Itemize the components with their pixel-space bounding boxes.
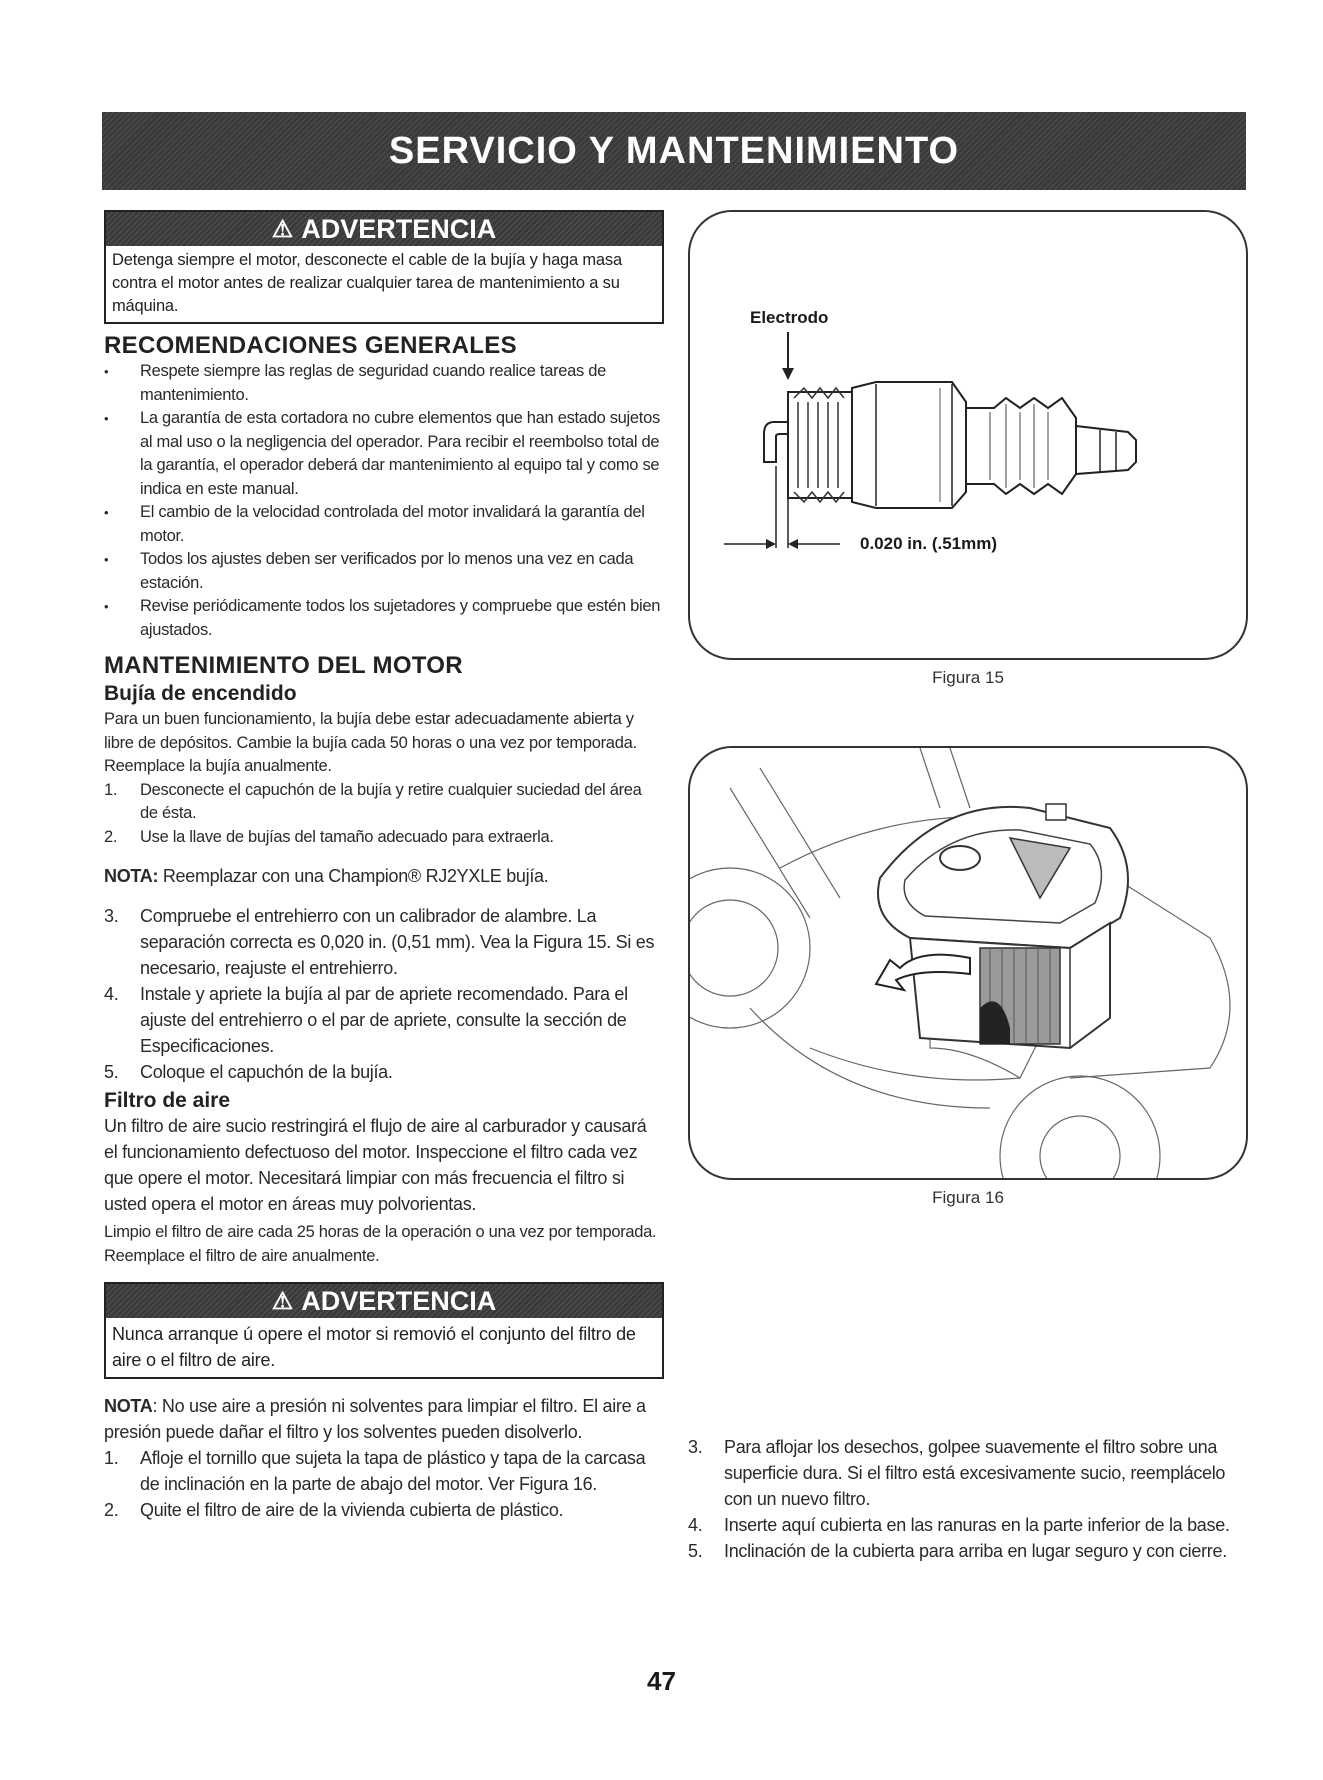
warning-triangle-icon: ⚠	[271, 215, 294, 243]
gap-label: 0.020 in. (.51mm)	[860, 534, 998, 553]
step-number: 5.	[104, 1062, 119, 1082]
step-text: Desconecte el capuchón de la bujía y retire cualquier suciedad del área de ésta.	[140, 780, 642, 822]
motor-heading: MANTENIMIENTO DEL MOTOR	[104, 652, 463, 679]
filtro-steps-continued	[688, 1434, 1248, 1564]
recomendaciones-list	[104, 360, 662, 642]
step-number: 3.	[104, 906, 119, 926]
left-column	[104, 210, 662, 1523]
figure-15-caption: Figura 15	[932, 668, 1004, 687]
step-text: Afloje el tornillo que sujeta la tapa de plástico y tapa de la carcasa de inclinación en la parte de abajo del motor. Ver Figura 16.	[140, 1448, 646, 1494]
list-item	[688, 1434, 1248, 1512]
bujia-heading: Bujía de encendido	[104, 682, 297, 705]
warning-text: Nunca arranque ú opere el motor si removió el conjunto del filtro de aire o el filtro de aire.	[112, 1324, 636, 1370]
warning-text: Detenga siempre el motor, desconecte el cable de la bujía y haga masa contra el motor antes de realizar cualquier tarea de mantenimiento a su máquina.	[112, 251, 622, 315]
warning-title: ADVERTENCIA	[301, 1285, 497, 1316]
figure-16-caption: Figura 16	[932, 1188, 1004, 1207]
step-number: 3.	[688, 1437, 703, 1457]
list-item	[104, 981, 662, 1059]
right-column	[688, 210, 1248, 1561]
nota-text: : No use aire a presión ni solventes para limpiar el filtro. El aire a presión puede dañar el filtro y los solventes pueden disolverlo.	[104, 1396, 646, 1442]
nota-label: NOTA	[104, 1396, 153, 1416]
step-number: 2.	[104, 1500, 119, 1520]
nota-text: Reemplazar con una Champion® RJ2YXLE bujía.	[158, 866, 549, 886]
step-text: Instale y apriete la bujía al par de apriete recomendado. Para el ajuste del entrehierro o el par de apriete, consulte la sección de Especificaciones.	[140, 984, 628, 1056]
page-number: 47	[647, 1666, 676, 1696]
list-item: • Todos los ajustes deben ser verificados por lo menos una vez en cada estación.	[104, 548, 662, 595]
mower-air-filter-illustration	[690, 748, 1246, 1178]
warning-title: ADVERTENCIA	[301, 213, 497, 244]
warning-header	[106, 1284, 662, 1318]
nota-filtro	[104, 1393, 662, 1445]
step-number: 4.	[688, 1515, 703, 1535]
figure-16	[688, 746, 1248, 1180]
list-item	[688, 1538, 1248, 1564]
filtro-heading: Filtro de aire	[104, 1089, 231, 1112]
electrode-label: Electrodo	[750, 308, 829, 327]
figure-15	[688, 210, 1248, 660]
step-text: Quite el filtro de aire de la vivienda cubierta de plástico.	[140, 1500, 564, 1520]
warning-header	[106, 212, 662, 246]
list-item	[688, 1512, 1248, 1538]
list-item	[104, 779, 662, 826]
step-text: Coloque el capuchón de la bujía.	[140, 1062, 393, 1082]
section-banner	[102, 112, 1246, 190]
step-text: Use la llave de bujías del tamaño adecuado para extraerla.	[140, 827, 554, 846]
bujia-intro: Para un buen funcionamiento, la bujía debe estar adecuadamente abierta y libre de depósitos. Cambie la bujía cada 50 horas o una vez por temporada. Reemplace la bujía anualmente.	[104, 710, 637, 775]
list-item: • Revise periódicamente todos los sujetadores y compruebe que estén bien ajustados.	[104, 595, 662, 642]
step-number: 1.	[104, 1448, 119, 1468]
recomendaciones-heading: RECOMENDACIONES GENERALES	[104, 332, 517, 359]
list-item	[104, 1497, 662, 1523]
list-item	[104, 1059, 662, 1085]
list-item: • Respete siempre las reglas de seguridad cuando realice tareas de mantenimiento.	[104, 360, 662, 407]
list-item	[104, 1445, 662, 1497]
nota-label: NOTA:	[104, 866, 159, 886]
step-number: 5.	[688, 1541, 703, 1561]
step-text: Compruebe el entrehierro con un calibrador de alambre. La separación correcta es 0,020 in. (0,51 mm). Vea la Figura 15. Si es necesario, reajuste el entrehierro.	[140, 906, 655, 978]
step-text: Inserte aquí cubierta en las ranuras en la parte inferior de la base.	[724, 1515, 1230, 1535]
step-text: Para aflojar los desechos, golpee suavemente el filtro sobre una superficie dura. Si el filtro está excesivamente sucio, reemplácelo con un nuevo filtro.	[724, 1437, 1226, 1509]
warning-box-2	[104, 1282, 664, 1379]
list-item: • La garantía de esta cortadora no cubre elementos que han estado sujetos al mal uso o la negligencia del operador. Para recibir el reembolso total de la garantía, el operador deberá dar mantenimiento al equipo tal y como se indica en este manual.	[104, 407, 662, 501]
filtro-paragraph-1: Un filtro de aire sucio restringirá el flujo de aire al carburador y causará el funcionamiento defectuoso del motor. Inspeccione el filtro cada vez que opere el motor. Necesitará limpiar con más frecuencia el filtro si usted opera el motor en áreas muy polvorientas.	[104, 1116, 647, 1214]
step-number: 1.	[104, 780, 118, 799]
nota-champion	[104, 863, 662, 889]
list-item	[104, 903, 662, 981]
page-title: SERVICIO Y MANTENIMIENTO	[388, 129, 960, 172]
filtro-paragraph-2: Limpio el filtro de aire cada 25 horas de la operación o una vez por temporada. Reemplace el filtro de aire anualmente.	[104, 1223, 657, 1265]
bujia-steps-b	[104, 903, 662, 1085]
list-item: • El cambio de la velocidad controlada del motor invalidará la garantía del motor.	[104, 501, 662, 548]
step-text: Inclinación de la cubierta para arriba en lugar seguro y con cierre.	[724, 1541, 1227, 1561]
spark-plug-diagram	[690, 212, 1246, 658]
bujia-steps-a	[104, 779, 662, 850]
step-number: 4.	[104, 984, 119, 1004]
step-number: 2.	[104, 827, 118, 846]
warning-box-1	[104, 210, 664, 324]
warning-triangle-icon: ⚠	[271, 1287, 294, 1315]
list-item	[104, 826, 662, 850]
filtro-steps	[104, 1445, 662, 1523]
